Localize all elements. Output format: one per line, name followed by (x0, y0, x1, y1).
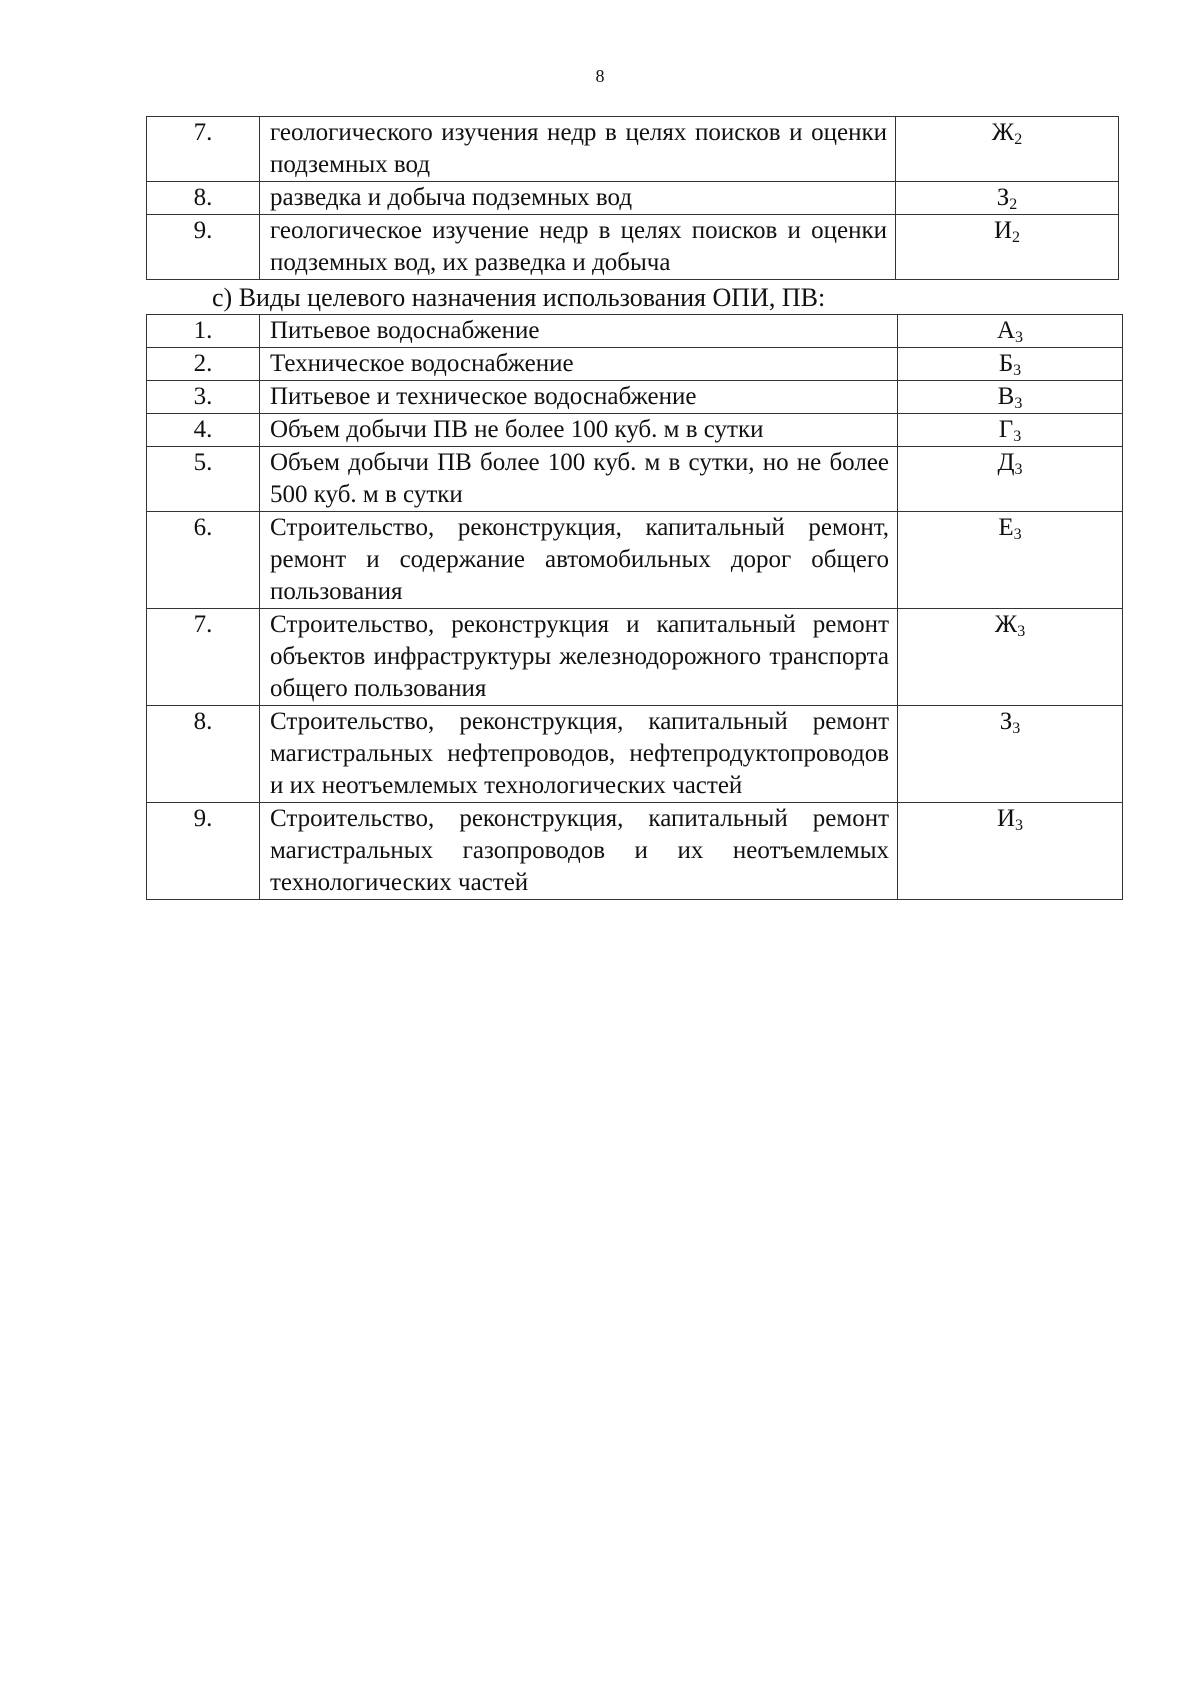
code-letter: Г (998, 416, 1014, 443)
code-letter: Е (998, 514, 1014, 541)
row-number: 7. (147, 609, 260, 706)
code-subscript: 3 (1013, 526, 1022, 543)
code-subscript: 3 (1015, 329, 1024, 346)
row-number: 1. (147, 315, 260, 348)
row-code (898, 609, 1123, 706)
row-code (896, 182, 1119, 215)
row-code (898, 803, 1123, 900)
row-code (898, 512, 1123, 609)
code-letter: Б (998, 350, 1014, 377)
code-subscript: 2 (1014, 131, 1023, 148)
table-row (147, 348, 1123, 381)
row-description: геологического изучения недр в целях поисков и оценки подземных вод (260, 117, 896, 182)
row-code (898, 447, 1123, 512)
code-letter: Д (997, 449, 1015, 476)
row-description: Объем добычи ПВ не более 100 куб. м в сутки (260, 414, 898, 447)
row-code (898, 381, 1123, 414)
row-number: 6. (147, 512, 260, 609)
row-description: Строительство, реконструкция, капитальный ремонт, ремонт и содержание автомобильных дорог общего пользования (260, 512, 898, 609)
row-code (898, 348, 1123, 381)
row-code (896, 117, 1119, 182)
row-code (896, 215, 1119, 280)
row-description: Объем добычи ПВ более 100 куб. м в сутки, но не более 500 куб. м в сутки (260, 447, 898, 512)
row-code (898, 706, 1123, 803)
code-subscript: 3 (1014, 461, 1023, 478)
row-description: Питьевое водоснабжение (260, 315, 898, 348)
code-subscript: 3 (1014, 395, 1023, 412)
code-letter: В (997, 383, 1015, 410)
code-letter: Ж (994, 611, 1018, 638)
row-code (898, 414, 1123, 447)
code-subscript: 2 (1009, 196, 1018, 213)
table-row (147, 117, 1119, 182)
table-target-purposes (146, 314, 1123, 900)
table-row (147, 315, 1123, 348)
table-row (147, 447, 1123, 512)
row-description: Питьевое и техническое водоснабжение (260, 381, 898, 414)
code-subscript: 2 (1012, 229, 1021, 246)
row-description: Строительство, реконструкция и капитальный ремонт объектов инфраструктуры железнодорожного транспорта общего пользования (260, 609, 898, 706)
code-subscript: 3 (1015, 817, 1024, 834)
code-subscript: 3 (1013, 428, 1022, 445)
row-number: 9. (147, 803, 260, 900)
table-row (147, 381, 1123, 414)
row-number: 2. (147, 348, 260, 381)
row-number: 9. (147, 215, 260, 280)
code-letter: Ж (991, 119, 1015, 146)
code-letter: И (993, 217, 1013, 244)
row-description: Строительство, реконструкция, капитальный ремонт магистральных газопроводов и их неотъемлемых технологических частей (260, 803, 898, 900)
section-heading: с) Виды целевого назначения использования ОПИ, ПВ: (212, 283, 826, 312)
table-row (147, 414, 1123, 447)
code-letter: А (996, 317, 1016, 344)
code-subscript: 3 (1013, 362, 1022, 379)
code-subscript: 3 (1017, 623, 1026, 640)
row-number: 3. (147, 381, 260, 414)
table-row (147, 215, 1119, 280)
row-description: Строительство, реконструкция, капитальный ремонт магистральных нефтепроводов, нефтепродуктопроводов и их неотъемлемых технологических частей (260, 706, 898, 803)
table-row (147, 609, 1123, 706)
page-number: 8 (595, 66, 605, 86)
row-number: 8. (147, 706, 260, 803)
row-description: разведка и добыча подземных вод (260, 182, 896, 215)
table-groundwater-purposes (146, 116, 1119, 280)
row-description: геологическое изучение недр в целях поисков и оценки подземных вод, их разведка и добыча (260, 215, 896, 280)
table-row (147, 803, 1123, 900)
row-number: 7. (147, 117, 260, 182)
table-row (147, 512, 1123, 609)
code-subscript: 3 (1012, 720, 1021, 737)
code-letter: З (996, 184, 1010, 211)
row-description: Техническое водоснабжение (260, 348, 898, 381)
row-number: 4. (147, 414, 260, 447)
row-number: 8. (147, 182, 260, 215)
table-row (147, 182, 1119, 215)
code-letter: З (999, 708, 1013, 735)
table-row (147, 706, 1123, 803)
row-code (898, 315, 1123, 348)
row-number: 5. (147, 447, 260, 512)
code-letter: И (996, 805, 1016, 832)
